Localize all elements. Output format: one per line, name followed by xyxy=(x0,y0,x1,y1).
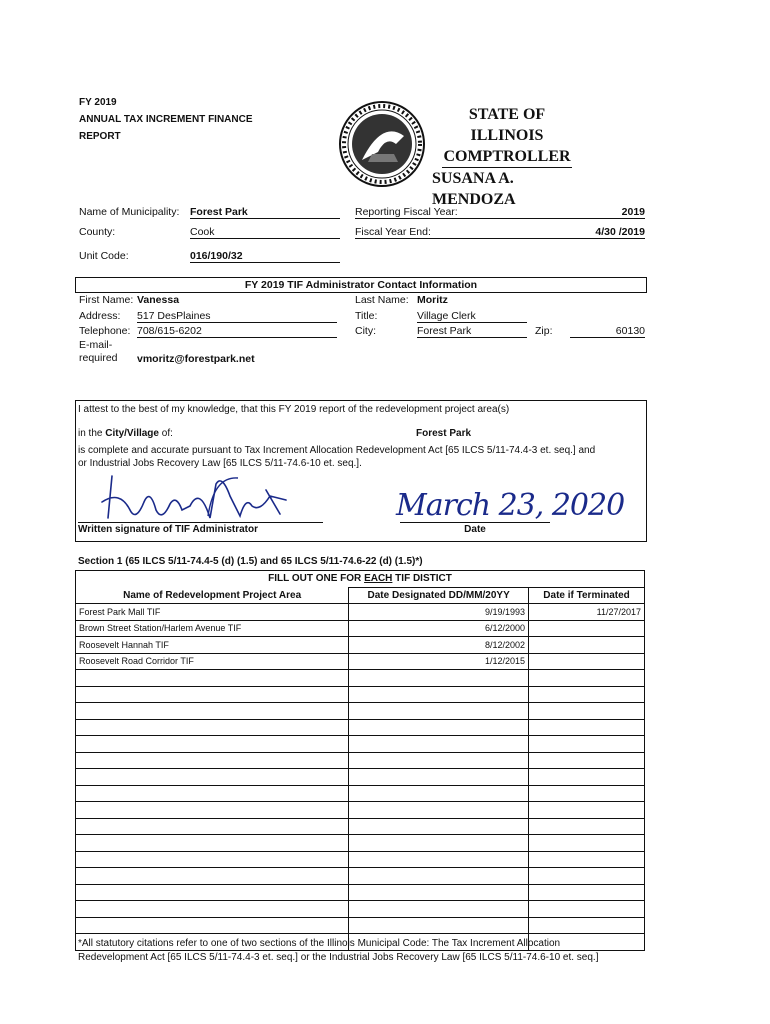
table-row xyxy=(76,736,645,753)
zip-label: Zip: xyxy=(535,325,553,337)
fill-out-heading xyxy=(76,571,645,588)
date-terminated: 11/27/2017 xyxy=(529,604,645,621)
date-designated: 8/12/2002 xyxy=(349,637,529,654)
fiscal-year-end-value: 4/30 /2019 xyxy=(355,226,645,239)
municipality-value: Forest Park xyxy=(190,206,340,219)
address-value: 517 DesPlaines xyxy=(137,310,337,323)
date-terminated xyxy=(529,802,645,819)
date-designated xyxy=(349,901,529,918)
date-designated xyxy=(349,736,529,753)
reporting-fiscal-year-label: Reporting Fiscal Year: xyxy=(355,206,458,218)
project-area-name: Roosevelt Hannah TIF xyxy=(76,637,349,654)
date-designated xyxy=(349,802,529,819)
project-area-name xyxy=(76,686,349,703)
first-name-label: First Name: xyxy=(79,294,134,306)
last-name-label: Last Name: xyxy=(355,294,409,306)
date-terminated xyxy=(529,818,645,835)
comptroller-title: COMPTROLLER xyxy=(442,146,572,168)
project-area-name xyxy=(76,785,349,802)
table-row xyxy=(76,637,645,654)
date-terminated xyxy=(529,719,645,736)
table-row xyxy=(76,851,645,868)
handwritten-date: March 23, 2020 xyxy=(396,488,625,523)
tif-district-table xyxy=(75,570,645,951)
attest-prefix: in the xyxy=(78,428,106,439)
project-area-name xyxy=(76,851,349,868)
state-seal-icon xyxy=(338,100,426,188)
date-designated: 6/12/2000 xyxy=(349,620,529,637)
email-label-line1: E-mail- xyxy=(79,339,113,351)
email-label-line2: required xyxy=(79,352,118,364)
attest-line-1: I attest to the best of my knowledge, that this FY 2019 report of the redevelopment project area(s) xyxy=(78,404,510,415)
attest-city-value: Forest Park xyxy=(416,428,472,439)
project-area-name xyxy=(76,884,349,901)
date-designated xyxy=(349,835,529,852)
date-terminated xyxy=(529,703,645,720)
date-label: Date xyxy=(464,524,486,535)
municipality-label: Name of Municipality: xyxy=(79,206,180,218)
date-terminated xyxy=(529,620,645,637)
attest-line-2 xyxy=(78,428,173,439)
city-village-label: City/Village xyxy=(105,428,159,439)
date-terminated xyxy=(529,884,645,901)
comptroller-block xyxy=(432,104,582,210)
title-label: Title: xyxy=(355,310,378,322)
email-value: vmoritz@forestpark.net xyxy=(137,353,255,365)
table-row xyxy=(76,620,645,637)
comptroller-name: SUSANA A. MENDOZA xyxy=(432,170,516,208)
project-area-name xyxy=(76,802,349,819)
project-area-name xyxy=(76,752,349,769)
county-label: County: xyxy=(79,226,116,238)
date-terminated xyxy=(529,686,645,703)
unit-code-value: 016/190/32 xyxy=(190,250,340,263)
column-header-designated: Date Designated DD/MM/20YY xyxy=(349,587,529,604)
table-row xyxy=(76,868,645,885)
date-terminated xyxy=(529,835,645,852)
table-row xyxy=(76,604,645,621)
project-area-name xyxy=(76,736,349,753)
unit-code-label: Unit Code: xyxy=(79,250,129,262)
email-label xyxy=(79,339,118,365)
table-row xyxy=(76,686,645,703)
telephone-value: 708/615-6202 xyxy=(137,325,337,338)
table-row xyxy=(76,917,645,934)
date-terminated xyxy=(529,901,645,918)
address-label: Address: xyxy=(79,310,121,322)
project-area-name xyxy=(76,901,349,918)
date-terminated xyxy=(529,752,645,769)
table-row xyxy=(76,901,645,918)
table-row xyxy=(76,835,645,852)
date-terminated xyxy=(529,851,645,868)
table-row xyxy=(76,653,645,670)
project-area-name xyxy=(76,818,349,835)
project-area-name: Roosevelt Road Corridor TIF xyxy=(76,653,349,670)
city-label: City: xyxy=(355,325,376,337)
project-area-name xyxy=(76,917,349,934)
project-area-name: Brown Street Station/Harlem Avenue TIF xyxy=(76,620,349,637)
fill-each: EACH xyxy=(364,573,393,585)
first-name-value: Vanessa xyxy=(137,294,180,306)
column-header-name: Name of Redevelopment Project Area xyxy=(76,587,349,604)
footnote-line-2: Redevelopment Act [65 ILCS 5/11-74.4-3 et. seq.] or the Industrial Jobs Recovery Law [65 ILCS 5/11-74.6-10 et. seq.] xyxy=(78,952,599,963)
report-title: ANNUAL TAX INCREMENT FINANCE xyxy=(79,114,253,125)
project-area-name xyxy=(76,868,349,885)
date-terminated xyxy=(529,917,645,934)
date-designated xyxy=(349,785,529,802)
date-designated: 9/19/1993 xyxy=(349,604,529,621)
date-terminated xyxy=(529,785,645,802)
project-area-name xyxy=(76,703,349,720)
table-row xyxy=(76,670,645,687)
project-area-name xyxy=(76,670,349,687)
column-header-terminated: Date if Terminated xyxy=(529,587,645,604)
telephone-label: Telephone: xyxy=(79,325,131,337)
attest-line-3: is complete and accurate pursuant to Tax Increment Allocation Redevelopment Act [65 ILCS 5/11-74.4-3 et. seq.] and xyxy=(78,445,596,456)
attest-line-4: or Industrial Jobs Recovery Law [65 ILCS 5/11-74.6-10 et. seq.]. xyxy=(78,458,362,469)
date-designated: 1/12/2015 xyxy=(349,653,529,670)
section-1-heading: Section 1 (65 ILCS 5/11-74.4-5 (d) (1.5) and 65 ILCS 5/11-74.6-22 (d) (1.5)*) xyxy=(78,556,423,567)
table-row xyxy=(76,719,645,736)
date-designated xyxy=(349,851,529,868)
date-terminated xyxy=(529,637,645,654)
footnote-line-1: *All statutory citations refer to one of two sections of the Illinois Municipal Code: The Tax Increment Allocation xyxy=(78,938,561,949)
signature-line xyxy=(78,522,323,523)
footnote xyxy=(78,937,598,965)
date-designated xyxy=(349,884,529,901)
table-row xyxy=(76,752,645,769)
county-value: Cook xyxy=(190,226,340,239)
fill-suffix: TIF DISTICT xyxy=(392,573,452,585)
report-year: FY 2019 xyxy=(79,97,117,108)
fiscal-year-end-label: Fiscal Year End: xyxy=(355,226,431,238)
reporting-fiscal-year-value: 2019 xyxy=(355,206,645,219)
table-row xyxy=(76,802,645,819)
date-terminated xyxy=(529,670,645,687)
zip-value: 60130 xyxy=(570,325,645,338)
project-area-name: Forest Park Mall TIF xyxy=(76,604,349,621)
date-designated xyxy=(349,703,529,720)
signature-label: Written signature of TIF Administrator xyxy=(78,524,259,535)
date-designated xyxy=(349,769,529,786)
report-title-2: REPORT xyxy=(79,131,121,142)
table-row xyxy=(76,884,645,901)
date-terminated xyxy=(529,736,645,753)
date-designated xyxy=(349,670,529,687)
date-designated xyxy=(349,818,529,835)
contact-section-title: FY 2019 TIF Administrator Contact Information xyxy=(75,277,647,293)
date-designated xyxy=(349,868,529,885)
project-area-name xyxy=(76,835,349,852)
city-value: Forest Park xyxy=(417,325,527,338)
date-terminated xyxy=(529,868,645,885)
date-line xyxy=(400,522,550,523)
fill-prefix: FILL OUT ONE FOR xyxy=(268,573,365,585)
table-row xyxy=(76,703,645,720)
project-area-name xyxy=(76,769,349,786)
table-row xyxy=(76,818,645,835)
table-row xyxy=(76,785,645,802)
date-designated xyxy=(349,719,529,736)
report-header xyxy=(79,94,253,145)
title-value: Village Clerk xyxy=(417,310,527,323)
date-designated xyxy=(349,917,529,934)
table-row xyxy=(76,769,645,786)
date-terminated xyxy=(529,769,645,786)
date-terminated xyxy=(529,653,645,670)
date-designated xyxy=(349,686,529,703)
last-name-value: Moritz xyxy=(417,294,448,306)
state-name: STATE OF ILLINOIS xyxy=(468,106,546,144)
project-area-name xyxy=(76,719,349,736)
attest-suffix: of: xyxy=(158,428,173,439)
date-designated xyxy=(349,752,529,769)
